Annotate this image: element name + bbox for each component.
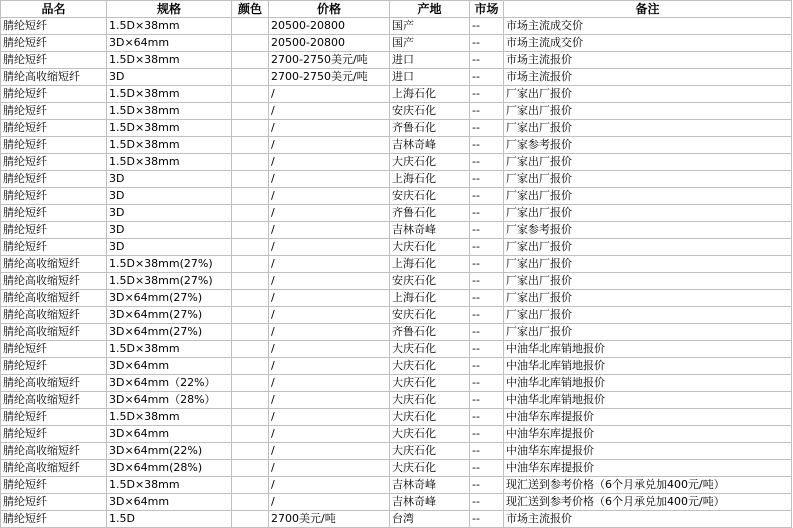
remarks-cell[interactable]: 厂家出厂报价 xyxy=(504,324,792,341)
price-cell[interactable]: / xyxy=(269,137,390,154)
remarks-cell[interactable]: 厂家出厂报价 xyxy=(504,205,792,222)
color-cell[interactable] xyxy=(232,324,269,341)
market-cell[interactable]: -- xyxy=(470,290,504,307)
product-name-cell[interactable]: 腈纶高收缩短纤 xyxy=(1,375,107,392)
price-cell[interactable]: 2700-2750美元/吨 xyxy=(269,52,390,69)
remarks-cell[interactable]: 中油华北库销地报价 xyxy=(504,341,792,358)
origin-cell[interactable]: 大庆石化 xyxy=(390,409,470,426)
product-name-cell[interactable]: 腈纶高收缩短纤 xyxy=(1,443,107,460)
table-row xyxy=(1,324,792,341)
spec-cell[interactable]: 3D×64mm xyxy=(107,494,232,511)
price-cell[interactable]: / xyxy=(269,443,390,460)
product-name-cell[interactable]: 腈纶短纤 xyxy=(1,426,107,443)
color-cell[interactable] xyxy=(232,103,269,120)
table-row xyxy=(1,154,792,171)
market-cell[interactable]: -- xyxy=(470,511,504,528)
color-cell[interactable] xyxy=(232,239,269,256)
product-name-cell[interactable]: 腈纶高收缩短纤 xyxy=(1,324,107,341)
remarks-cell[interactable]: 市场主流成交价 xyxy=(504,35,792,52)
color-cell[interactable] xyxy=(232,35,269,52)
price-cell[interactable]: / xyxy=(269,154,390,171)
price-cell[interactable]: / xyxy=(269,103,390,120)
color-cell[interactable] xyxy=(232,52,269,69)
table-row xyxy=(1,137,792,154)
table-row xyxy=(1,409,792,426)
origin-cell[interactable]: 安庆石化 xyxy=(390,273,470,290)
spec-cell[interactable]: 3D×64mm(27%) xyxy=(107,324,232,341)
spec-cell[interactable]: 3D xyxy=(107,171,232,188)
price-cell[interactable]: / xyxy=(269,477,390,494)
spec-cell[interactable]: 3D xyxy=(107,222,232,239)
market-cell[interactable]: -- xyxy=(470,256,504,273)
spec-cell[interactable]: 1.5D×38mm xyxy=(107,18,232,35)
table-row xyxy=(1,205,792,222)
header-price[interactable]: 价格 xyxy=(269,1,390,18)
remarks-cell[interactable]: 厂家参考报价 xyxy=(504,222,792,239)
market-cell[interactable]: -- xyxy=(470,69,504,86)
market-cell[interactable]: -- xyxy=(470,120,504,137)
price-cell[interactable]: / xyxy=(269,392,390,409)
market-cell[interactable]: -- xyxy=(470,358,504,375)
color-cell[interactable] xyxy=(232,273,269,290)
market-cell[interactable]: -- xyxy=(470,426,504,443)
product-name-cell[interactable]: 腈纶短纤 xyxy=(1,188,107,205)
price-cell[interactable]: / xyxy=(269,239,390,256)
product-name-cell[interactable]: 腈纶短纤 xyxy=(1,494,107,511)
product-name-cell[interactable]: 腈纶短纤 xyxy=(1,222,107,239)
spec-cell[interactable]: 1.5D×38mm xyxy=(107,341,232,358)
color-cell[interactable] xyxy=(232,443,269,460)
market-cell[interactable]: -- xyxy=(470,494,504,511)
spec-cell[interactable]: 1.5D×38mm xyxy=(107,86,232,103)
color-cell[interactable] xyxy=(232,69,269,86)
table-row xyxy=(1,392,792,409)
origin-cell[interactable]: 大庆石化 xyxy=(390,392,470,409)
origin-cell[interactable]: 上海石化 xyxy=(390,290,470,307)
market-cell[interactable]: -- xyxy=(470,375,504,392)
spec-cell[interactable]: 3D×64mm(27%) xyxy=(107,307,232,324)
header-color[interactable]: 颜色 xyxy=(232,1,269,18)
origin-cell[interactable]: 安庆石化 xyxy=(390,307,470,324)
product-name-cell[interactable]: 腈纶高收缩短纤 xyxy=(1,307,107,324)
product-name-cell[interactable]: 腈纶高收缩短纤 xyxy=(1,69,107,86)
price-cell[interactable]: / xyxy=(269,171,390,188)
table-row xyxy=(1,273,792,290)
origin-cell[interactable]: 齐鲁石化 xyxy=(390,120,470,137)
table-row xyxy=(1,511,792,528)
table-row xyxy=(1,52,792,69)
origin-cell[interactable]: 上海石化 xyxy=(390,86,470,103)
product-name-cell[interactable]: 腈纶短纤 xyxy=(1,239,107,256)
market-cell[interactable]: -- xyxy=(470,35,504,52)
color-cell[interactable] xyxy=(232,205,269,222)
remarks-cell[interactable]: 厂家出厂报价 xyxy=(504,256,792,273)
market-cell[interactable]: -- xyxy=(470,477,504,494)
remarks-cell[interactable]: 厂家出厂报价 xyxy=(504,239,792,256)
spec-cell[interactable]: 3D xyxy=(107,205,232,222)
table-row xyxy=(1,239,792,256)
spec-cell[interactable]: 3D xyxy=(107,69,232,86)
origin-cell[interactable]: 进口 xyxy=(390,69,470,86)
market-cell[interactable]: -- xyxy=(470,392,504,409)
origin-cell[interactable]: 大庆石化 xyxy=(390,154,470,171)
price-cell[interactable]: / xyxy=(269,341,390,358)
product-name-cell[interactable]: 腈纶短纤 xyxy=(1,137,107,154)
product-name-cell[interactable]: 腈纶短纤 xyxy=(1,18,107,35)
product-name-cell[interactable]: 腈纶短纤 xyxy=(1,358,107,375)
table-row xyxy=(1,290,792,307)
table-body xyxy=(1,18,792,528)
color-cell[interactable] xyxy=(232,375,269,392)
header-product-name[interactable]: 品名 xyxy=(1,1,107,18)
market-cell[interactable]: -- xyxy=(470,205,504,222)
color-cell[interactable] xyxy=(232,307,269,324)
spec-cell[interactable]: 1.5D×38mm(27%) xyxy=(107,273,232,290)
table-row xyxy=(1,188,792,205)
remarks-cell[interactable]: 厂家出厂报价 xyxy=(504,188,792,205)
remarks-cell[interactable]: 现汇送到参考价格（6个月承兑加400元/吨） xyxy=(504,477,792,494)
product-name-cell[interactable]: 腈纶短纤 xyxy=(1,205,107,222)
remarks-cell[interactable]: 厂家参考报价 xyxy=(504,137,792,154)
header-origin[interactable]: 产地 xyxy=(390,1,470,18)
remarks-cell[interactable]: 中油华东库提报价 xyxy=(504,409,792,426)
price-cell[interactable]: / xyxy=(269,256,390,273)
color-cell[interactable] xyxy=(232,341,269,358)
product-name-cell[interactable]: 腈纶高收缩短纤 xyxy=(1,290,107,307)
remarks-cell[interactable]: 中油华东库提报价 xyxy=(504,460,792,477)
origin-cell[interactable]: 大庆石化 xyxy=(390,358,470,375)
product-name-cell[interactable]: 腈纶短纤 xyxy=(1,477,107,494)
market-cell[interactable]: -- xyxy=(470,171,504,188)
color-cell[interactable] xyxy=(232,392,269,409)
price-cell[interactable]: 20500-20800 xyxy=(269,35,390,52)
color-cell[interactable] xyxy=(232,137,269,154)
table-row xyxy=(1,460,792,477)
table-row xyxy=(1,477,792,494)
product-name-cell[interactable]: 腈纶高收缩短纤 xyxy=(1,256,107,273)
product-name-cell[interactable]: 腈纶短纤 xyxy=(1,103,107,120)
product-name-cell[interactable]: 腈纶高收缩短纤 xyxy=(1,460,107,477)
product-name-cell[interactable]: 腈纶短纤 xyxy=(1,409,107,426)
origin-cell[interactable]: 吉林奇峰 xyxy=(390,222,470,239)
price-cell[interactable]: / xyxy=(269,307,390,324)
color-cell[interactable] xyxy=(232,494,269,511)
spec-cell[interactable]: 3D×64mm(28%) xyxy=(107,460,232,477)
product-name-cell[interactable]: 腈纶短纤 xyxy=(1,154,107,171)
spec-cell[interactable]: 3D×64mm（22%） xyxy=(107,375,232,392)
header-spec[interactable]: 规格 xyxy=(107,1,232,18)
origin-cell[interactable]: 大庆石化 xyxy=(390,426,470,443)
spec-cell[interactable]: 1.5D×38mm xyxy=(107,477,232,494)
table-row xyxy=(1,69,792,86)
price-cell[interactable]: 2700-2750美元/吨 xyxy=(269,69,390,86)
origin-cell[interactable]: 大庆石化 xyxy=(390,239,470,256)
origin-cell[interactable]: 国产 xyxy=(390,35,470,52)
product-name-cell[interactable]: 腈纶短纤 xyxy=(1,171,107,188)
remarks-cell[interactable]: 中油华东库提报价 xyxy=(504,443,792,460)
color-cell[interactable] xyxy=(232,86,269,103)
origin-cell[interactable]: 大庆石化 xyxy=(390,460,470,477)
price-cell[interactable]: / xyxy=(269,426,390,443)
market-cell[interactable]: -- xyxy=(470,52,504,69)
product-name-cell[interactable]: 腈纶短纤 xyxy=(1,341,107,358)
market-cell[interactable]: -- xyxy=(470,137,504,154)
header-row xyxy=(1,1,792,18)
price-cell[interactable]: / xyxy=(269,358,390,375)
market-cell[interactable]: -- xyxy=(470,86,504,103)
remarks-cell[interactable]: 市场主流成交价 xyxy=(504,18,792,35)
spec-cell[interactable]: 1.5D×38mm xyxy=(107,409,232,426)
table-row xyxy=(1,358,792,375)
spec-cell[interactable]: 3D×64mm（28%） xyxy=(107,392,232,409)
price-cell[interactable]: / xyxy=(269,375,390,392)
remarks-cell[interactable]: 中油华东库提报价 xyxy=(504,426,792,443)
spec-cell[interactable]: 3D×64mm(22%) xyxy=(107,443,232,460)
table-row xyxy=(1,256,792,273)
product-name-cell[interactable]: 腈纶高收缩短纤 xyxy=(1,392,107,409)
spec-cell[interactable]: 3D×64mm xyxy=(107,426,232,443)
table-row xyxy=(1,494,792,511)
remarks-cell[interactable]: 厂家出厂报价 xyxy=(504,86,792,103)
color-cell[interactable] xyxy=(232,426,269,443)
market-cell[interactable]: -- xyxy=(470,239,504,256)
origin-cell[interactable]: 吉林奇峰 xyxy=(390,137,470,154)
price-cell[interactable]: 2700美元/吨 xyxy=(269,511,390,528)
remarks-cell[interactable]: 现汇送到参考价格（6个月承兑加400元/吨） xyxy=(504,494,792,511)
remarks-cell[interactable]: 市场主流报价 xyxy=(504,69,792,86)
spec-cell[interactable]: 3D×64mm xyxy=(107,35,232,52)
spec-cell[interactable]: 1.5D×38mm xyxy=(107,52,232,69)
product-name-cell[interactable]: 腈纶短纤 xyxy=(1,86,107,103)
market-cell[interactable]: -- xyxy=(470,103,504,120)
remarks-cell[interactable]: 厂家出厂报价 xyxy=(504,290,792,307)
price-cell[interactable]: / xyxy=(269,86,390,103)
header-market[interactable]: 市场 xyxy=(470,1,504,18)
color-cell[interactable] xyxy=(232,511,269,528)
color-cell[interactable] xyxy=(232,154,269,171)
product-name-cell[interactable]: 腈纶短纤 xyxy=(1,120,107,137)
origin-cell[interactable]: 台湾 xyxy=(390,511,470,528)
color-cell[interactable] xyxy=(232,18,269,35)
product-name-cell[interactable]: 腈纶短纤 xyxy=(1,52,107,69)
market-cell[interactable]: -- xyxy=(470,188,504,205)
product-name-cell[interactable]: 腈纶短纤 xyxy=(1,35,107,52)
origin-cell[interactable]: 吉林奇峰 xyxy=(390,494,470,511)
spec-cell[interactable]: 3D×64mm(27%) xyxy=(107,290,232,307)
price-cell[interactable]: / xyxy=(269,273,390,290)
price-cell[interactable]: / xyxy=(269,290,390,307)
price-cell[interactable]: / xyxy=(269,120,390,137)
market-cell[interactable]: -- xyxy=(470,443,504,460)
market-cell[interactable]: -- xyxy=(470,460,504,477)
color-cell[interactable] xyxy=(232,120,269,137)
market-cell[interactable]: -- xyxy=(470,273,504,290)
market-cell[interactable]: -- xyxy=(470,341,504,358)
table-row xyxy=(1,120,792,137)
color-cell[interactable] xyxy=(232,358,269,375)
origin-cell[interactable]: 进口 xyxy=(390,52,470,69)
remarks-cell[interactable]: 厂家出厂报价 xyxy=(504,171,792,188)
price-cell[interactable]: / xyxy=(269,494,390,511)
remarks-cell[interactable]: 厂家出厂报价 xyxy=(504,307,792,324)
color-cell[interactable] xyxy=(232,188,269,205)
market-cell[interactable]: -- xyxy=(470,222,504,239)
origin-cell[interactable]: 大庆石化 xyxy=(390,375,470,392)
spec-cell[interactable]: 1.5D×38mm xyxy=(107,103,232,120)
market-cell[interactable]: -- xyxy=(470,18,504,35)
origin-cell[interactable]: 安庆石化 xyxy=(390,188,470,205)
market-cell[interactable]: -- xyxy=(470,154,504,171)
remarks-cell[interactable]: 厂家出厂报价 xyxy=(504,154,792,171)
remarks-cell[interactable]: 中油华北库销地报价 xyxy=(504,375,792,392)
origin-cell[interactable]: 吉林奇峰 xyxy=(390,477,470,494)
spec-cell[interactable]: 1.5D×38mm(27%) xyxy=(107,256,232,273)
spec-cell[interactable]: 1.5D×38mm xyxy=(107,154,232,171)
origin-cell[interactable]: 齐鲁石化 xyxy=(390,205,470,222)
origin-cell[interactable]: 齐鲁石化 xyxy=(390,324,470,341)
market-cell[interactable]: -- xyxy=(470,324,504,341)
table-row xyxy=(1,375,792,392)
remarks-cell[interactable]: 中油华北库销地报价 xyxy=(504,392,792,409)
color-cell[interactable] xyxy=(232,477,269,494)
origin-cell[interactable]: 大庆石化 xyxy=(390,341,470,358)
remarks-cell[interactable]: 厂家出厂报价 xyxy=(504,120,792,137)
remarks-cell[interactable]: 中油华北库销地报价 xyxy=(504,358,792,375)
price-cell[interactable]: / xyxy=(269,324,390,341)
color-cell[interactable] xyxy=(232,460,269,477)
market-cell[interactable]: -- xyxy=(470,409,504,426)
table-row xyxy=(1,307,792,324)
price-cell[interactable]: / xyxy=(269,188,390,205)
price-cell[interactable]: / xyxy=(269,460,390,477)
origin-cell[interactable]: 大庆石化 xyxy=(390,443,470,460)
spec-cell[interactable]: 3D×64mm xyxy=(107,358,232,375)
price-cell[interactable]: / xyxy=(269,222,390,239)
color-cell[interactable] xyxy=(232,409,269,426)
table-row xyxy=(1,86,792,103)
table-row xyxy=(1,171,792,188)
origin-cell[interactable]: 上海石化 xyxy=(390,171,470,188)
remarks-cell[interactable]: 市场主流报价 xyxy=(504,511,792,528)
remarks-cell[interactable]: 厂家出厂报价 xyxy=(504,103,792,120)
remarks-cell[interactable]: 厂家出厂报价 xyxy=(504,273,792,290)
product-name-cell[interactable]: 腈纶短纤 xyxy=(1,511,107,528)
color-cell[interactable] xyxy=(232,256,269,273)
spec-cell[interactable]: 1.5D xyxy=(107,511,232,528)
product-name-cell[interactable]: 腈纶高收缩短纤 xyxy=(1,273,107,290)
color-cell[interactable] xyxy=(232,222,269,239)
market-cell[interactable]: -- xyxy=(470,307,504,324)
table-row xyxy=(1,426,792,443)
color-cell[interactable] xyxy=(232,290,269,307)
table-row xyxy=(1,18,792,35)
remarks-cell[interactable]: 市场主流报价 xyxy=(504,52,792,69)
price-cell[interactable]: / xyxy=(269,205,390,222)
header-remarks[interactable]: 备注 xyxy=(504,1,792,18)
origin-cell[interactable]: 国产 xyxy=(390,18,470,35)
table-row xyxy=(1,222,792,239)
table-row xyxy=(1,103,792,120)
spec-cell[interactable]: 1.5D×38mm xyxy=(107,120,232,137)
color-cell[interactable] xyxy=(232,171,269,188)
spec-cell[interactable]: 3D xyxy=(107,239,232,256)
table-row xyxy=(1,341,792,358)
origin-cell[interactable]: 上海石化 xyxy=(390,256,470,273)
price-cell[interactable]: 20500-20800 xyxy=(269,18,390,35)
origin-cell[interactable]: 安庆石化 xyxy=(390,103,470,120)
table-row xyxy=(1,35,792,52)
price-cell[interactable]: / xyxy=(269,409,390,426)
spec-cell[interactable]: 1.5D×38mm xyxy=(107,137,232,154)
spec-cell[interactable]: 3D xyxy=(107,188,232,205)
table-row xyxy=(1,443,792,460)
